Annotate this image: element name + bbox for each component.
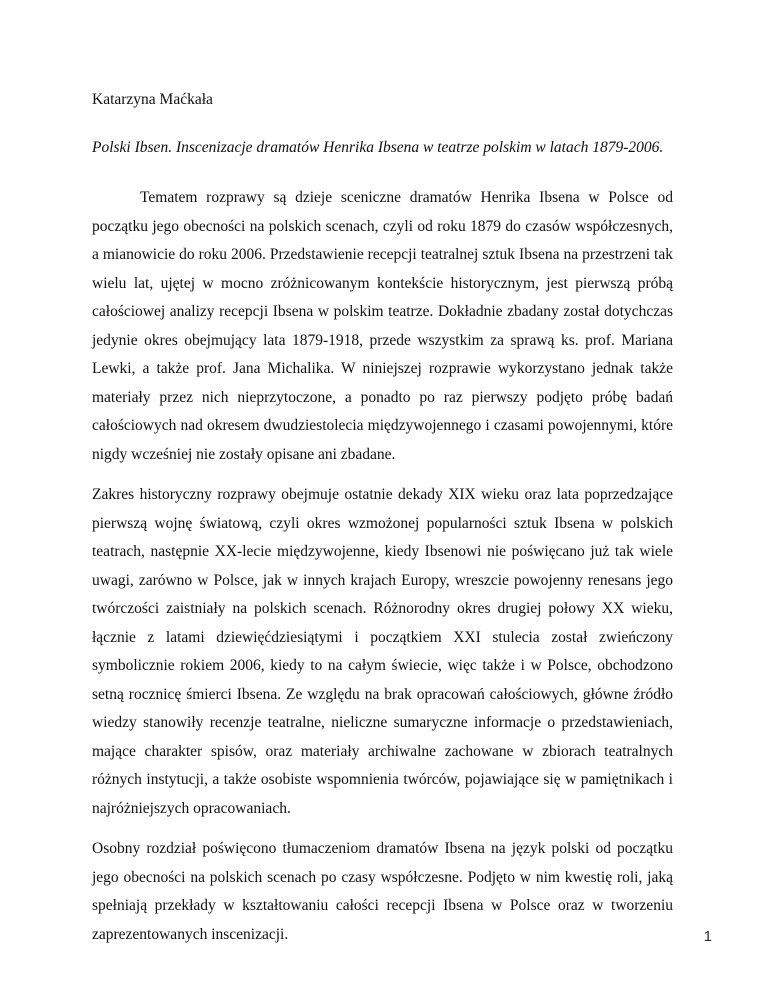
page-number: 1 (703, 928, 712, 945)
paragraph-historical-scope: Zakres historyczny rozprawy obejmuje ostatnie dekady XIX wieku oraz lata poprzedzające pierwszą wojnę światową, czyli okres wzmożonej popularności sztuk Ibsena w polskich teatrach, następnie XX-lecie międzywojenne, kiedy Ibsenowi nie poświęcano już tak wiele uwagi, zarówno w Polsce, jak w innych krajach Europy, wreszcie powojenny renesans jego twórczości zaistniały na polskich scenach. Różnorodny okres drugiej połowy XX wieku, łącznie z latami dziewięćdziesiątymi i początkiem XXI stulecia został zwieńczony symbolicznie rokiem 2006, kiedy to na całym świecie, więc także i w Polsce, obchodzono setną rocznicę śmierci Ibsena. Ze względu na brak opracowań całościowych, główne źródło wiedzy stanowiły recenzje teatralne, nieliczne sumaryczne informacje o przedstawieniach, mające charakter spisów, oraz materiały archiwalne zachowane w zbiorach teatralnych różnych instytucji, a także osobiste wspomnienia twórców, pojawiające się w pamiętnikach i najróżniejszych opracowaniach. (92, 486, 673, 817)
document-title: Polski Ibsen. Inscenizacje dramatów Henrika Ibsena w teatrze polskim w latach 1879-2006. (92, 139, 664, 156)
paragraph-translations: Osobny rozdział poświęcono tłumaczeniom dramatów Ibsena na język polski od początku jego obecności na polskich scenach po czasy współczesne. Podjęto w nim kwestię roli, jaką spełniają przekłady w kształtowaniu całości recepcji Ibsena w Polsce oraz w tworzeniu zaprezentowanych inscenizacji. (92, 840, 673, 943)
author-name: Katarzyna Maćkała (92, 91, 213, 108)
document-body (92, 184, 673, 961)
paragraph-intro: Tematem rozprawy są dzieje sceniczne dramatów Henrika Ibsena w Polsce od początku jego obecności na polskich scenach, czyli od roku 1879 do czasów współczesnych, a mianowicie do roku 2006. Przedstawienie recepcji teatralnej sztuk Ibsena na przestrzeni tak wielu lat, ujętej w mocno zróżnicowanym kontekście historycznym, jest pierwszą próbą całościowej analizy recepcji Ibsena w polskim teatrze. Dokładnie zbadany został dotychczas jedynie okres obejmujący lata 1879-1918, przede wszystkim za sprawą ks. prof. Mariana Lewki, a także prof. Jana Michalika. W niniejszej rozprawie wykorzystano jednak także materiały przez nich nieprzytoczone, a ponadto po raz pierwszy podjęto próbę badań całościowych nad okresem dwudziestolecia międzywojennego i czasami powojennymi, które nigdy wcześniej nie zostały opisane ani zbadane. (92, 189, 673, 463)
